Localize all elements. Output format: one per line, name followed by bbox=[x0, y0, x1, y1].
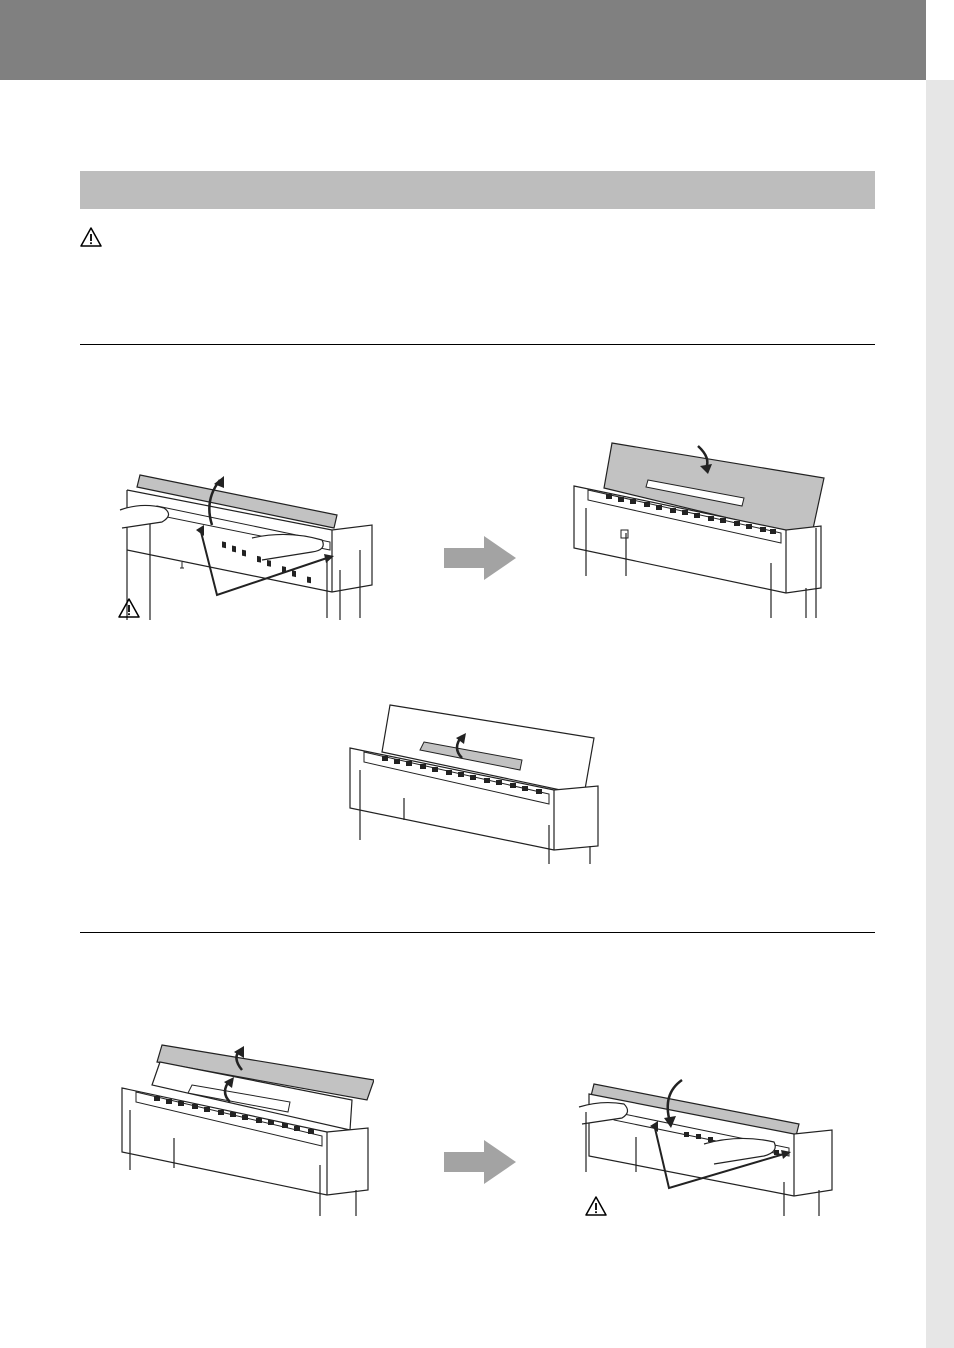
section-divider bbox=[80, 932, 875, 933]
right-arrow-icon bbox=[444, 1140, 516, 1184]
fig-cover-open-music-rest-down bbox=[566, 438, 828, 623]
caution-triangle-icon bbox=[118, 598, 140, 618]
fig-lower-music-rest bbox=[112, 1040, 374, 1218]
caution-triangle-icon bbox=[585, 1196, 607, 1216]
section-heading-bar bbox=[80, 171, 875, 209]
fig-open-cover-hands bbox=[112, 470, 382, 622]
page-header-banner bbox=[0, 0, 926, 80]
fig-raise-music-rest bbox=[344, 700, 606, 866]
right-arrow-icon bbox=[444, 536, 516, 580]
fig-close-cover-hands bbox=[574, 1072, 836, 1218]
side-tab-strip bbox=[926, 80, 954, 1348]
caution-triangle-icon bbox=[80, 227, 102, 247]
section-divider bbox=[80, 344, 875, 345]
